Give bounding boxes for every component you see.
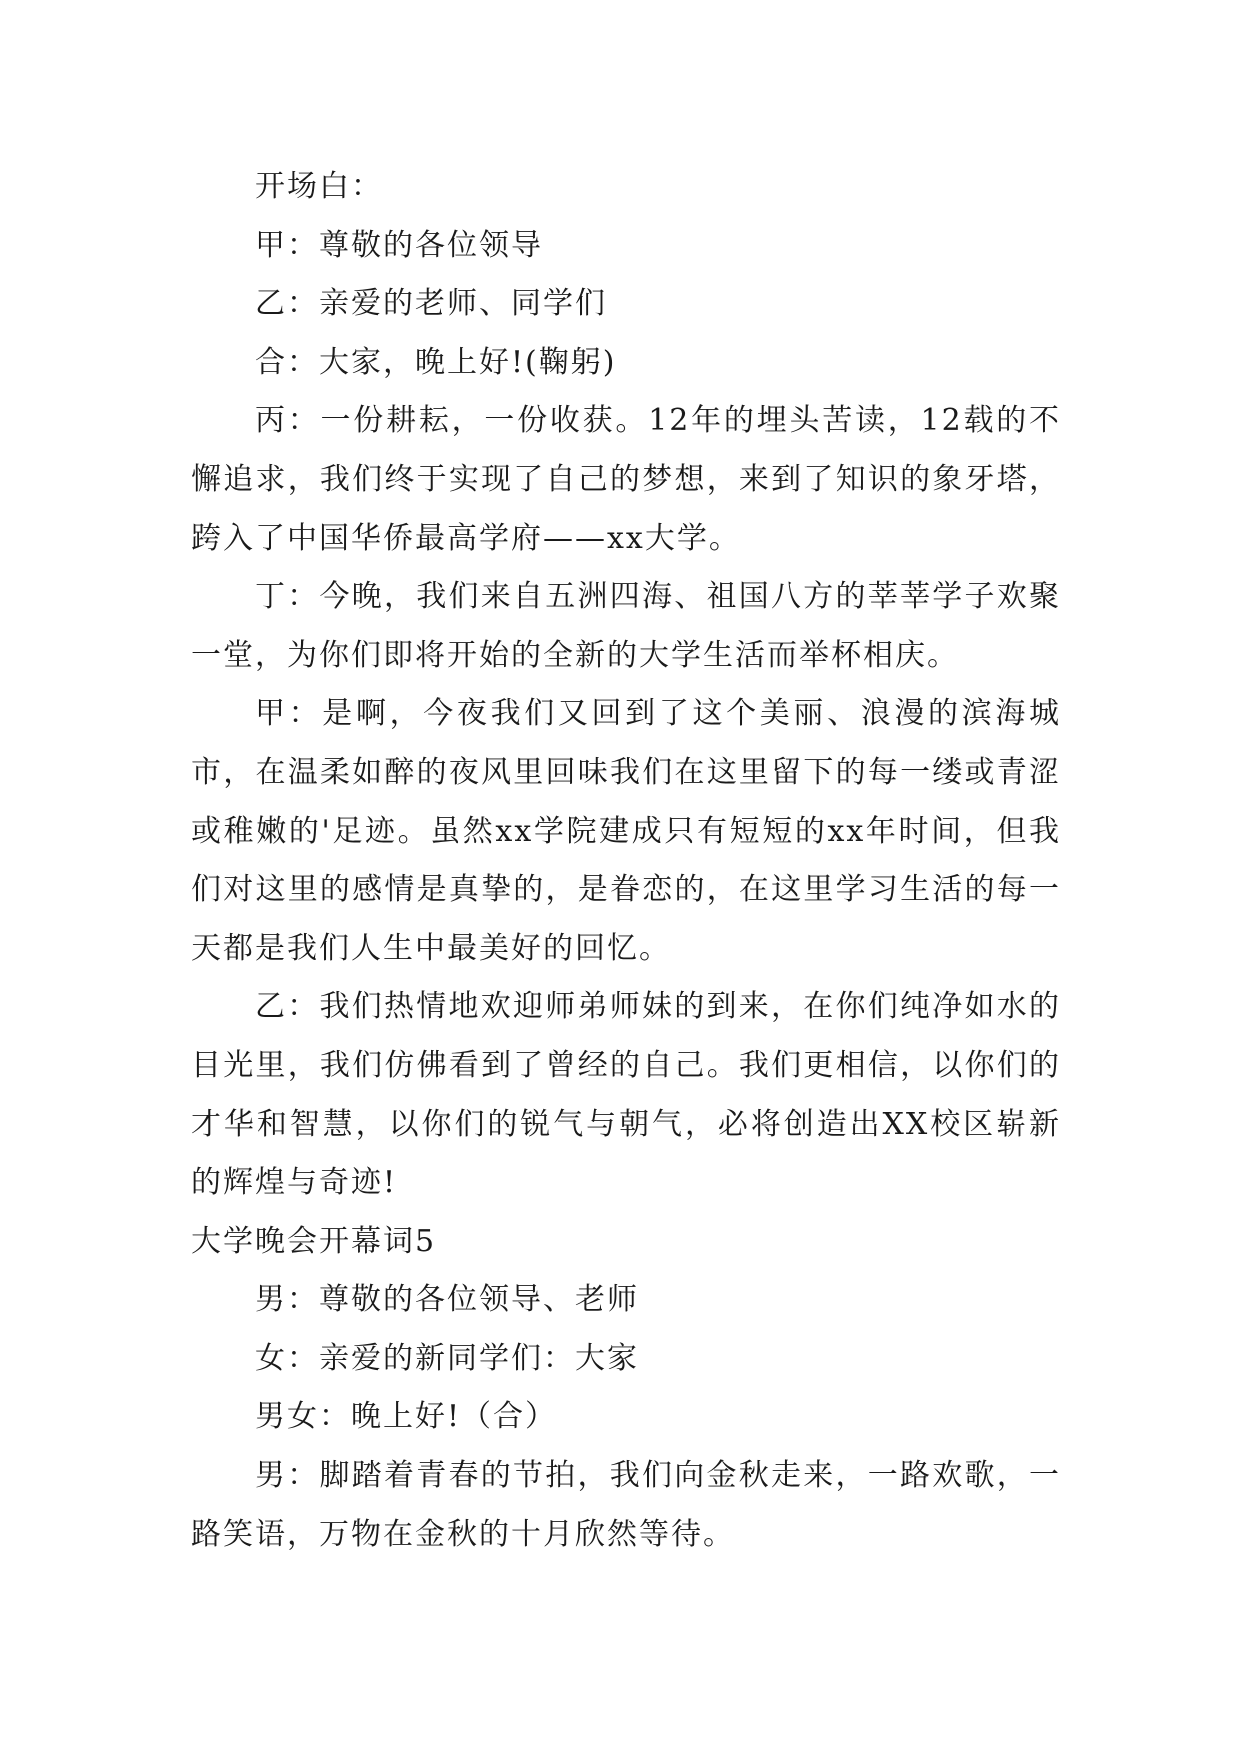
paragraph-yi: 乙：我们热情地欢迎师弟师妹的到来，在你们纯净如水的目光里，我们仿佛看到了曾经的自己。我们更相信，以你们的才华和智慧，以你们的锐气与朝气，必将创造出XX校区崭新的辉煌与奇迹! (191, 989, 1061, 1201)
paragraph-male-greeting: 男：尊敬的各位领导、老师 (255, 1282, 639, 1318)
paragraph-together-evening: 男女：晚上好!（合） (255, 1399, 558, 1435)
document-body (191, 158, 1061, 1564)
paragraph-bing: 丙：一份耕耘，一份收获。12年的埋头苦读，12载的不懈追求，我们终于实现了自己的梦想，来到了知识的象牙塔，跨入了中国华侨最高学府——xx大学。 (191, 403, 1061, 556)
paragraph-jia-greeting: 甲：尊敬的各位领导 (255, 227, 543, 263)
paragraph-ding: 丁：今晚，我们来自五洲四海、祖国八方的莘莘学子欢聚一堂，为你们即将开始的全新的大学生活而举杯相庆。 (191, 579, 1061, 673)
paragraph-female-greeting: 女：亲爱的新同学们：大家 (255, 1340, 639, 1376)
section-heading: 大学晚会开幕词5 (191, 1223, 437, 1259)
paragraph-yi-greeting: 乙：亲爱的老师、同学们 (255, 286, 607, 322)
paragraph-together-greeting: 合：大家，晚上好!(鞠躬) (255, 344, 617, 380)
paragraph-male: 男：脚踏着青春的节拍，我们向金秋走来，一路欢歌，一路笑语，万物在金秋的十月欣然等待。 (191, 1458, 1061, 1552)
paragraph-jia: 甲：是啊，今夜我们又回到了这个美丽、浪漫的滨海城市，在温柔如醉的夜风里回味我们在这里留下的每一缕或青涩或稚嫩的'足迹。虽然xx学院建成只有短短的xx年时间，但我们对这里的感情是真挚的，是眷恋的，在这里学习生活的每一天都是我们人生中最美好的回忆。 (191, 696, 1061, 966)
paragraph-opening-label: 开场白： (255, 169, 383, 204)
